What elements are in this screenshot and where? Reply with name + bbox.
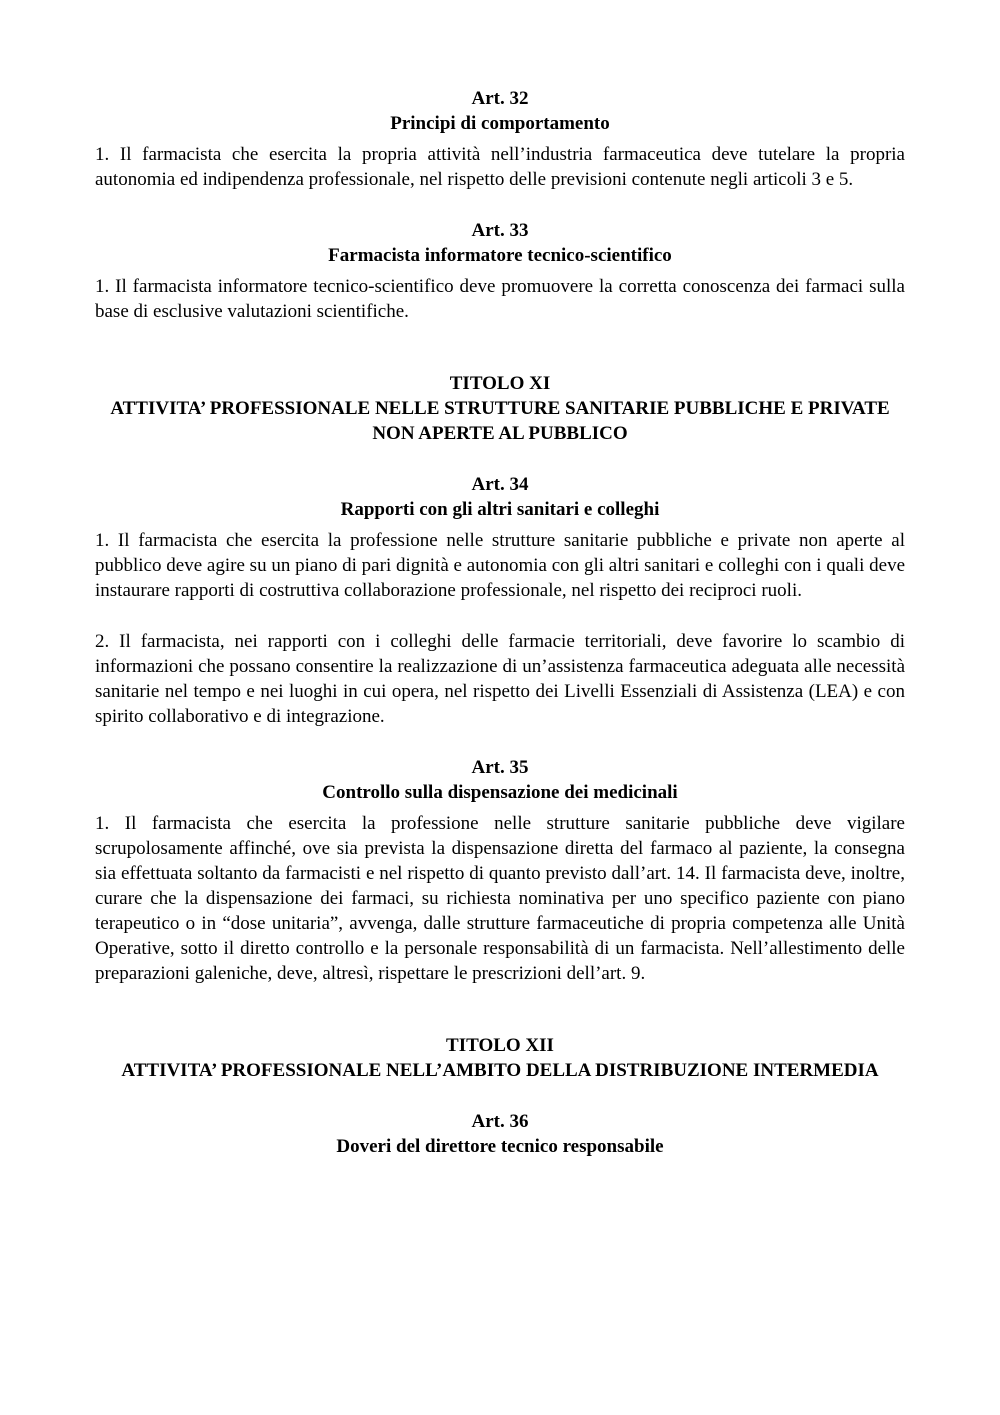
document-page bbox=[95, 86, 905, 1159]
article-34 bbox=[95, 472, 905, 729]
article-32 bbox=[95, 86, 905, 192]
article-number: Art. 32 bbox=[471, 88, 529, 109]
article-number: Art. 36 bbox=[471, 1111, 529, 1132]
article-title: Farmacista informatore tecnico-scientifico bbox=[328, 245, 672, 266]
article-paragraph: 1. Il farmacista che esercita la propria attività nell’industria farmaceutica deve tutelare la propria autonomia ed indipendenza professionale, nel rispetto delle previsioni contenute negli articoli 3 e 5. bbox=[95, 144, 905, 190]
titolo-heading: ATTIVITA’ PROFESSIONALE NELLE STRUTTURE SANITARIE PUBBLICHE E PRIVATE NON APERTE AL PUBBLICO bbox=[110, 398, 890, 444]
article-title: Controllo sulla dispensazione dei medicinali bbox=[322, 782, 678, 803]
titolo-xii bbox=[95, 1033, 905, 1083]
titolo-xi bbox=[95, 371, 905, 446]
article-title: Doveri del direttore tecnico responsabile bbox=[336, 1136, 664, 1157]
article-paragraph: 2. Il farmacista, nei rapporti con i colleghi delle farmacie territoriali, deve favorire lo scambio di informazioni che possano consentire la realizzazione di un’assistenza farmaceutica adeguata alle necessità sanitarie nel tempo e nei luoghi in cui opera, nel rispetto dei Livelli Essenziali di Assistenza (LEA) e con spirito collaborativo e di integrazione. bbox=[95, 631, 905, 727]
article-paragraph: 1. Il farmacista che esercita la professione nelle strutture sanitarie pubbliche e private non aperte al pubblico deve agire su un piano di pari dignità e autonomia con gli altri sanitari e colleghi con i quali deve instaurare rapporti di costruttiva collaborazione professionale, nel rispetto dei reciproci ruoli. bbox=[95, 530, 905, 601]
article-title: Rapporti con gli altri sanitari e colleghi bbox=[340, 499, 660, 520]
article-number: Art. 34 bbox=[471, 474, 529, 495]
titolo-number: TITOLO XI bbox=[449, 373, 551, 394]
article-number: Art. 33 bbox=[471, 220, 529, 241]
article-paragraph: 1. Il farmacista che esercita la professione nelle strutture sanitarie pubbliche deve vigilare scrupolosamente affinché, ove sia prevista la dispensazione diretta del farmaco al paziente, la consegna sia effettuata soltanto da farmacisti e nel rispetto di quanto previsto dall’art. 14. Il farmacista deve, inoltre, curare che la dispensazione dei farmaci, su richiesta nominativa per uno specifico paziente con piano terapeutico o in “dose unitaria”, avvenga, dalle strutture farmaceutiche di propria competenza alle Unità Operative, sotto il diretto controllo e la personale responsabilità di un farmacista. Nell’allestimento delle preparazioni galeniche, deve, altresì, rispettare le prescrizioni dell’art. 9. bbox=[95, 813, 905, 984]
article-35 bbox=[95, 755, 905, 986]
titolo-heading: ATTIVITA’ PROFESSIONALE NELL’AMBITO DELLA DISTRIBUZIONE INTERMEDIA bbox=[121, 1060, 879, 1081]
article-paragraph: 1. Il farmacista informatore tecnico-scientifico deve promuovere la corretta conoscenza dei farmaci sulla base di esclusive valutazioni scientifiche. bbox=[95, 276, 905, 322]
article-36 bbox=[95, 1109, 905, 1159]
article-number: Art. 35 bbox=[471, 757, 529, 778]
titolo-number: TITOLO XII bbox=[446, 1035, 554, 1056]
article-title: Principi di comportamento bbox=[390, 113, 610, 134]
article-33 bbox=[95, 218, 905, 324]
